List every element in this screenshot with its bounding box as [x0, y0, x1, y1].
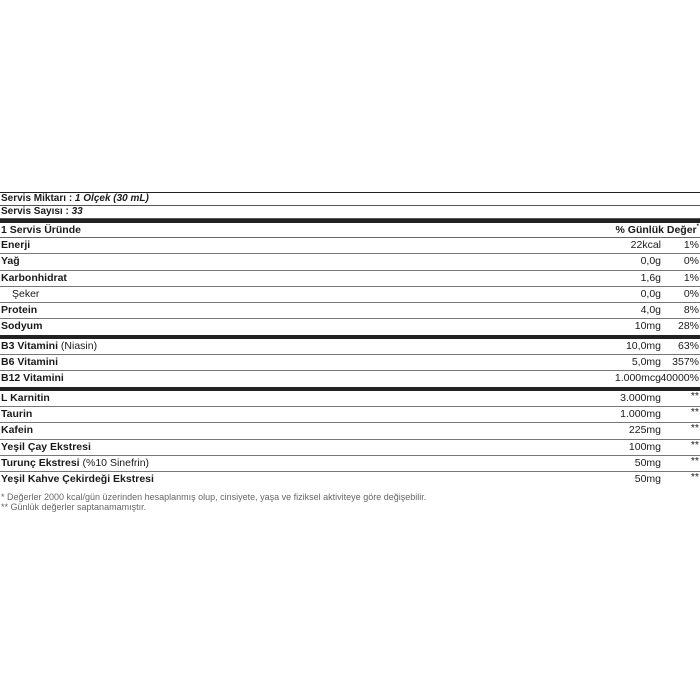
nutrient-name	[1, 355, 58, 370]
nutrient-amount: 10,0mg	[625, 339, 661, 352]
nutrient-name-text: B6 Vitamini	[1, 356, 58, 369]
table-row	[0, 271, 700, 287]
vitamin-group	[0, 339, 700, 387]
nutrient-daily-value: 1%	[683, 271, 699, 284]
nutrient-name-text: L Karnitin	[1, 391, 50, 404]
serving-count-value: 33	[71, 206, 83, 217]
nutrient-amount: 1.000mg	[620, 407, 661, 420]
nutrient-name-text: Kafein	[1, 424, 34, 437]
nutrient-name-text: Karbonhidrat	[1, 271, 67, 284]
footnote-not-established: ** Günlük değerler saptanamamıştır.	[1, 502, 147, 512]
nutrient-daily-value: **	[690, 438, 699, 451]
nutrient-name-text: Enerji	[1, 239, 31, 251]
nutrient-name	[1, 319, 42, 334]
nutrient-daily-value: 40000%	[660, 372, 699, 385]
nutrient-name-text: B3 Vitamini	[1, 339, 58, 352]
nutrient-daily-value: **	[690, 471, 699, 484]
nutrient-name-text: Yeşil Kahve Çekirdeği Ekstresi	[1, 473, 154, 486]
nutrient-name-text: Taurin	[1, 407, 33, 420]
nutrition-facts-table	[0, 192, 700, 487]
nutrient-amount: 10mg	[634, 320, 661, 333]
serving-size-label: Servis Miktarı :	[1, 193, 75, 204]
nutrient-daily-value: **	[690, 405, 699, 418]
nutrient-daily-value: 8%	[683, 304, 699, 317]
nutrient-amount: 1,6g	[640, 271, 661, 284]
table-row	[0, 440, 700, 456]
nutrient-daily-value: 63%	[677, 339, 699, 352]
nutrient-name	[1, 440, 91, 455]
macronutrient-group	[0, 238, 700, 335]
nutrient-name-text: Yeşil Çay Ekstresi	[1, 440, 91, 453]
nutrient-name-text: Şeker	[12, 287, 40, 300]
table-row	[0, 238, 700, 254]
nutrient-name	[1, 303, 37, 318]
table-row	[0, 423, 700, 439]
serving-size-row	[0, 193, 700, 206]
serving-count-label: Servis Sayısı :	[1, 206, 72, 217]
nutrient-amount: 225mg	[628, 424, 661, 437]
table-row	[0, 371, 700, 386]
footnotes	[1, 492, 426, 512]
nutrient-name-text: Turunç Ekstresi	[1, 456, 80, 469]
nutrient-name-text: B12 Vitamini	[1, 372, 64, 385]
table-row	[0, 355, 700, 371]
nutrient-amount: 5,0mg	[631, 356, 661, 369]
table-row	[0, 391, 700, 407]
nutrient-amount: 50mg	[634, 473, 661, 486]
table-header	[0, 223, 700, 238]
table-row	[0, 407, 700, 423]
serving-size-value: 1 Ölçek (30 mL)	[74, 193, 149, 204]
header-per-serving: 1 Servis Üründe	[1, 224, 81, 236]
nutrient-daily-value: 0%	[683, 255, 699, 268]
nutrient-name	[1, 472, 154, 487]
nutrient-daily-value: 28%	[677, 320, 699, 333]
ingredient-group	[0, 391, 700, 488]
nutrient-daily-value: **	[690, 422, 699, 435]
nutrient-amount: 3.000mg	[620, 391, 661, 404]
nutrient-amount: 0,0g	[640, 255, 661, 268]
nutrient-name-note: (Niasin)	[58, 339, 98, 352]
nutrient-amount: 1.000mcg	[614, 372, 661, 385]
serving-count-row	[0, 206, 700, 219]
nutrient-name-text: Yağ	[1, 255, 20, 268]
table-row	[0, 287, 700, 303]
nutrient-name	[1, 371, 64, 386]
table-row	[0, 456, 700, 472]
nutrient-name	[1, 238, 30, 253]
nutrient-daily-value: **	[690, 454, 699, 467]
nutrient-name-text: Sodyum	[1, 320, 43, 333]
header-daily-value-text: % Günlük Değer	[615, 224, 697, 236]
nutrient-daily-value: **	[690, 389, 699, 402]
nutrient-name-note: (%10 Sinefrin)	[79, 456, 150, 469]
nutrient-name	[1, 423, 33, 438]
nutrient-amount: 4,0g	[640, 304, 661, 317]
nutrient-amount: 0,0g	[640, 287, 661, 300]
nutrient-daily-value: 1%	[683, 239, 699, 251]
nutrient-name-text: Protein	[1, 304, 38, 317]
nutrient-name	[12, 287, 39, 302]
nutrient-name	[1, 339, 97, 354]
nutrient-amount: 22kcal	[630, 239, 661, 251]
table-row	[0, 254, 700, 270]
header-daily-value-mark: *	[696, 223, 699, 230]
nutrient-name	[1, 271, 67, 286]
header-daily-value	[616, 223, 699, 237]
nutrient-name	[1, 407, 32, 422]
table-row	[0, 472, 700, 487]
nutrient-daily-value: 357%	[672, 356, 699, 369]
table-row	[0, 303, 700, 319]
nutrient-name	[1, 456, 149, 471]
nutrient-name	[1, 254, 20, 269]
footnote-daily-values: * Değerler 2000 kcal/gün üzerinden hesaplanmış olup, cinsiyete, yaşa ve fiziksel aktiviteye göre değişebilir.	[1, 492, 427, 502]
nutrient-amount: 100mg	[628, 440, 661, 453]
table-row	[0, 319, 700, 334]
nutrient-name	[1, 391, 50, 406]
table-row	[0, 339, 700, 355]
nutrient-daily-value: 0%	[683, 287, 699, 300]
nutrient-amount: 50mg	[634, 456, 661, 469]
